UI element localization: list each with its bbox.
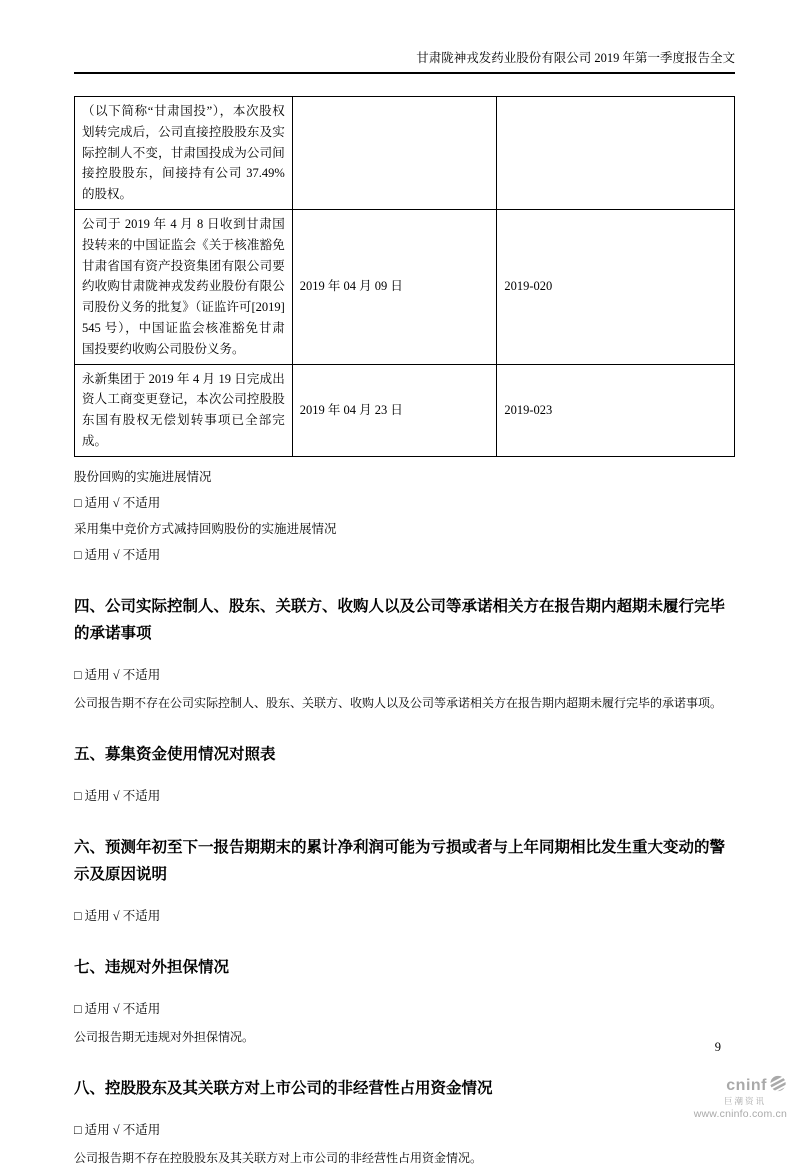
- cninfo-url-text: www.cninfo.com.cn: [693, 1107, 787, 1120]
- announcement-number-cell: 2019-020: [497, 209, 735, 364]
- section-8-note: 公司报告期不存在控股股东及其关联方对上市公司的非经营性占用资金情况。: [74, 1150, 483, 1165]
- announcements-table: [74, 96, 735, 457]
- announcement-number-cell: 2019-023: [497, 364, 735, 456]
- buyback-applicability-line: □ 适用 √ 不适用: [74, 495, 161, 510]
- centralized-applicability-line: □ 适用 √ 不适用: [74, 547, 161, 562]
- cninfo-logo: [667, 1075, 787, 1119]
- cninfo-logo-row: [667, 1075, 787, 1096]
- section-8-applicability-line: □ 适用 √ 不适用: [74, 1122, 161, 1137]
- section-4-applicability-line: □ 适用 √ 不适用: [74, 667, 161, 682]
- section-6-heading: 六、预测年初至下一报告期期末的累计净利润可能为亏损或者与上年同期相比发生重大变动的警示及原因说明: [74, 838, 726, 883]
- section-7-note: 公司报告期无违规对外担保情况。: [74, 1029, 255, 1044]
- centralized-bidding-label: 采用集中竞价方式减持回购股份的实施进展情况: [74, 521, 337, 536]
- section-7-heading: 七、违规对外担保情况: [74, 958, 230, 976]
- announcement-content-cell: 永新集团于 2019 年 4 月 19 日完成出资人工商变更登记，本次公司控股股东国有股权无偿划转事项已全部完成。: [75, 364, 293, 456]
- buyback-progress-label: 股份回购的实施进展情况: [74, 469, 212, 484]
- table-row: [75, 97, 735, 210]
- page-number: 9: [714, 1040, 721, 1054]
- cninfo-globe-swirl-icon: [769, 1075, 787, 1096]
- report-header-title: 甘肃陇神戎发药业股份有限公司 2019 年第一季度报告全文: [416, 51, 735, 65]
- table-row: [75, 364, 735, 456]
- header-rule-divider: [74, 72, 735, 74]
- section-5-heading: 五、募集资金使用情况对照表: [74, 745, 276, 763]
- cninfo-brand-text: cninf: [726, 1076, 767, 1094]
- announcement-content-cell: 公司于 2019 年 4 月 8 日收到甘肃国投转来的中国证监会《关于核准豁免甘肃省国有资产投资集团有限公司要约收购甘肃陇神戎发药业股份有限公司股份义务的批复》（证监许可[2019]545 号），中国证监会核准豁免甘肃国投要约收购公司股份义务。: [75, 209, 293, 364]
- section-6-applicability-line: □ 适用 √ 不适用: [74, 908, 161, 923]
- section-4-note: 公司报告期不存在公司实际控制人、股东、关联方、收购人以及公司等承诺相关方在报告期内超期未履行完毕的承诺事项。: [74, 695, 723, 710]
- announcement-number-cell: [497, 97, 735, 210]
- section-4-heading: 四、公司实际控制人、股东、关联方、收购人以及公司等承诺相关方在报告期内超期未履行完毕的承诺事项: [74, 597, 726, 642]
- table-row: [75, 209, 735, 364]
- disclosure-date-cell: 2019 年 04 月 23 日: [292, 364, 497, 456]
- announcement-content-cell: （以下简称“甘肃国投”），本次股权划转完成后，公司直接控股股东及实际控制人不变，甘肃国投成为公司间接控股股东，间接持有公司 37.49%的股权。: [75, 97, 293, 210]
- section-7-applicability-line: □ 适用 √ 不适用: [74, 1001, 161, 1016]
- disclosure-date-cell: [292, 97, 497, 210]
- section-5-applicability-line: □ 适用 √ 不适用: [74, 788, 161, 803]
- section-8-heading: 八、控股股东及其关联方对上市公司的非经营性占用资金情况: [74, 1079, 493, 1097]
- cninfo-chinese-name: 巨潮资讯: [723, 1096, 766, 1106]
- disclosure-date-cell: 2019 年 04 月 09 日: [292, 209, 497, 364]
